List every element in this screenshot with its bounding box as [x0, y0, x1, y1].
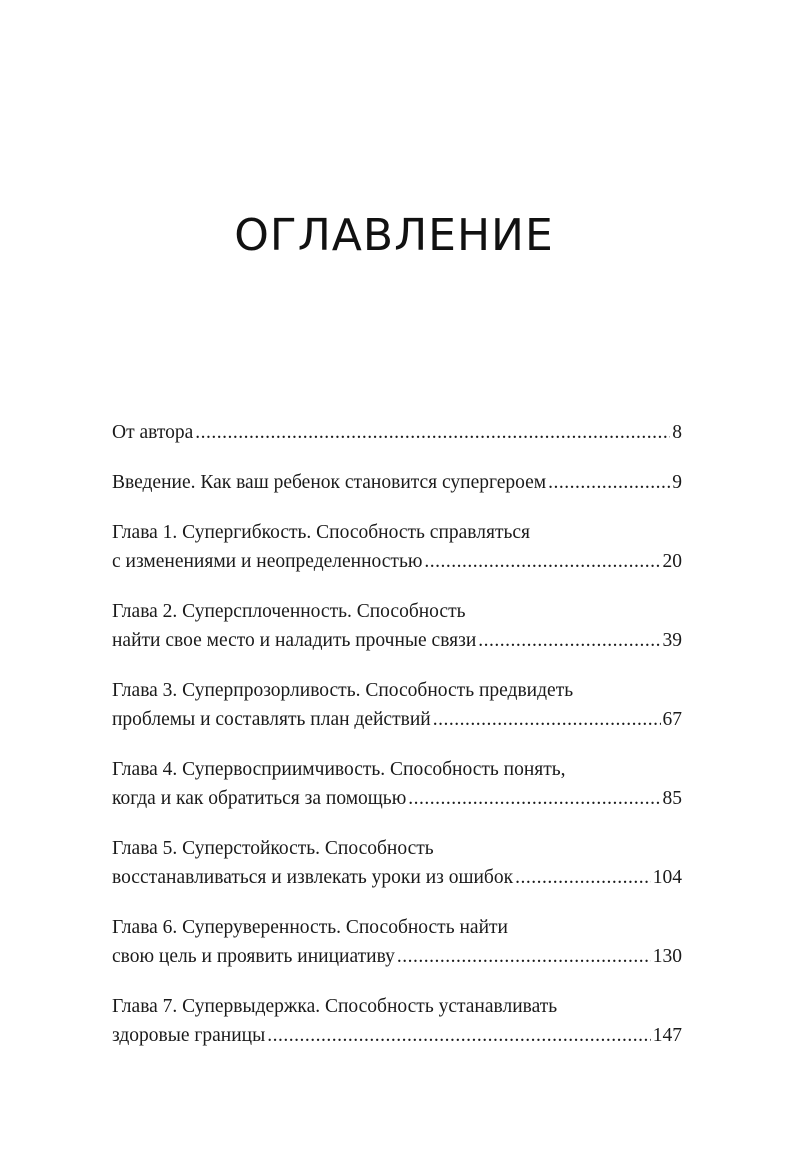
toc-entry-page: 9 [672, 472, 682, 493]
toc-entry-chapter-4[interactable] [112, 755, 682, 813]
toc-entry-chapter-7[interactable] [112, 992, 682, 1050]
toc-entry-line [112, 784, 682, 813]
toc-entry-introduction[interactable] [112, 468, 682, 497]
toc-entry-title-line-1: Глава 7. Супервыдержка. Способность устанавливать [112, 996, 558, 1017]
dot-leader [424, 547, 660, 576]
toc-entry-chapter-2[interactable] [112, 597, 682, 655]
toc-entry-title-line-2: свою цель и проявить инициативу [112, 946, 395, 967]
toc-entry-title-line-1: Глава 5. Суперстойкость. Способность [112, 838, 434, 859]
toc-entry-line [112, 626, 682, 655]
toc-entry-page: 39 [662, 630, 682, 651]
toc-entry-line [112, 1021, 682, 1050]
toc-entry-line [112, 418, 682, 447]
page-title: ОГЛАВЛЕНИЕ [234, 210, 554, 261]
toc-entry-title-line-2: восстанавливаться и извлекать уроки из ошибок [112, 867, 514, 888]
dot-leader [478, 626, 660, 655]
toc-entry-title-line-1: Глава 4. Супервосприимчивость. Способность понять, [112, 759, 566, 780]
toc-entry-page: 8 [672, 422, 682, 443]
toc-entry-title-line-1: Глава 3. Суперпрозорливость. Способность предвидеть [112, 680, 574, 701]
toc-entry-chapter-1[interactable] [112, 518, 682, 576]
toc-entry-title: От автора [112, 422, 194, 443]
toc-entry-title-line-2: найти свое место и наладить прочные связи [112, 630, 477, 651]
toc-entry-title-line-2: с изменениями и неопределенностью [112, 551, 423, 572]
toc-entry-page: 20 [662, 551, 682, 572]
toc-entry-line [112, 547, 682, 576]
table-of-contents [112, 418, 682, 1071]
toc-entry-chapter-5[interactable] [112, 834, 682, 892]
toc-entry-line [112, 942, 682, 971]
toc-entry-page: 130 [652, 946, 682, 967]
dot-leader [267, 1021, 651, 1050]
toc-entry-line [112, 468, 682, 497]
toc-entry-title-line-2: проблемы и составлять план действий [112, 709, 431, 730]
toc-entry-line [112, 863, 682, 892]
toc-entry-title-line-2: здоровые границы [112, 1025, 266, 1046]
dot-leader [548, 468, 670, 497]
toc-entry-page: 85 [662, 788, 682, 809]
dot-leader [433, 705, 661, 734]
toc-entry-title-line-2: когда и как обратиться за помощью [112, 788, 407, 809]
toc-entry-page: 147 [652, 1025, 682, 1046]
toc-entry-title-line-1: Глава 2. Суперсплоченность. Способность [112, 601, 466, 622]
toc-entry-author[interactable] [112, 418, 682, 447]
toc-entry-chapter-3[interactable] [112, 676, 682, 734]
toc-entry-title: Введение. Как ваш ребенок становится супергероем [112, 472, 547, 493]
toc-entry-page: 67 [662, 709, 682, 730]
toc-entry-page: 104 [652, 867, 682, 888]
toc-entry-title-line-1: Глава 6. Суперуверенность. Способность найти [112, 917, 508, 938]
dot-leader [515, 863, 651, 892]
dot-leader [397, 942, 651, 971]
toc-entry-line [112, 705, 682, 734]
toc-entry-chapter-6[interactable] [112, 913, 682, 971]
dot-leader [195, 418, 670, 447]
toc-entry-title-line-1: Глава 1. Супергибкость. Способность справляться [112, 522, 530, 543]
dot-leader [408, 784, 660, 813]
